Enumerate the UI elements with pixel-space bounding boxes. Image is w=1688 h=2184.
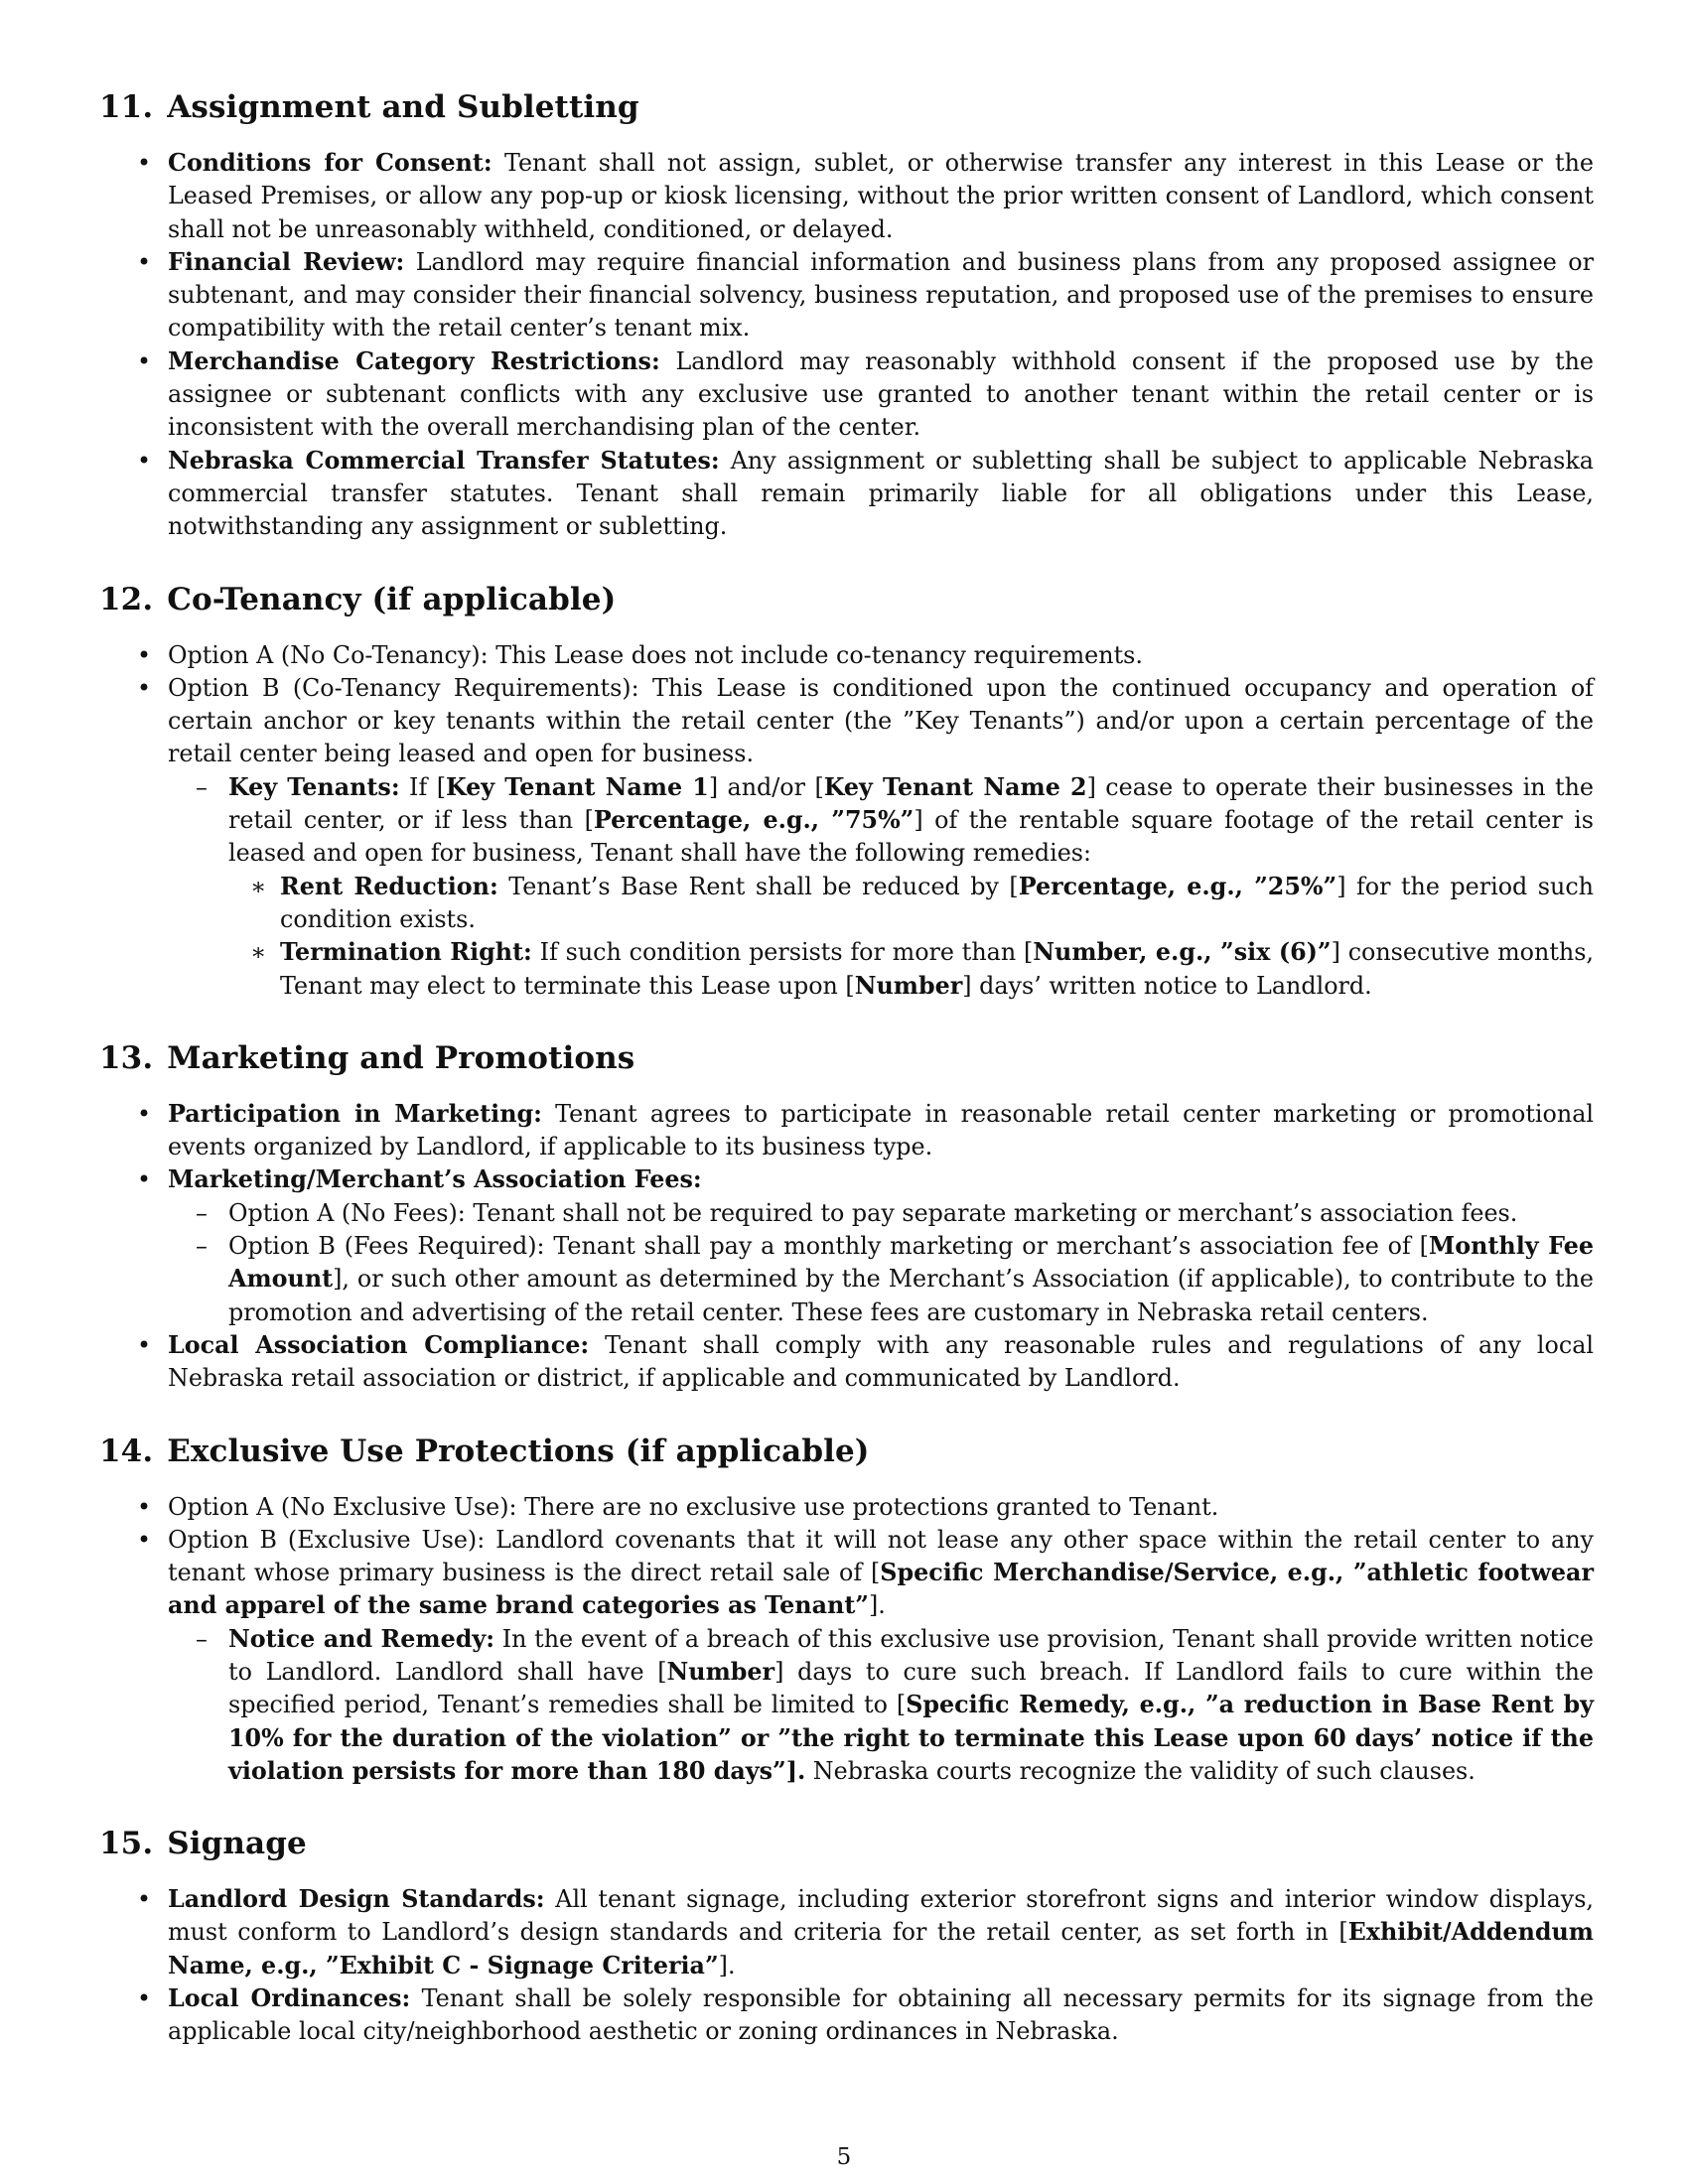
page-number: 5 bbox=[836, 2144, 852, 2170]
placeholder: Percentage, e.g., ”75%” bbox=[593, 806, 914, 835]
item-text: Tenant shall comply with any reasonable rules and regulations of any local Nebraska retail association or district, if applicable and communicated by Landlord. bbox=[168, 1330, 1594, 1393]
placeholder: Number bbox=[666, 1657, 775, 1686]
sub-list-item bbox=[168, 1197, 1594, 1230]
list-item bbox=[99, 672, 1594, 1003]
placeholder: Exhibit/Addendum Name, e.g., ”Exhibit C - Signage Criteria” bbox=[168, 1918, 1594, 1979]
sub-list bbox=[168, 1197, 1594, 1329]
section-marketing-promotions bbox=[99, 1038, 1594, 1396]
section-heading bbox=[99, 1432, 1594, 1471]
item-text: Tenant’s Base Rent shall be reduced by [ bbox=[497, 872, 1019, 900]
item-label: Key Tenants: bbox=[228, 772, 400, 801]
sub-list-item bbox=[168, 771, 1594, 1003]
item-text: Option A (No Fees): Tenant shall not be required to pay separate marketing or merchant’s association fees. bbox=[228, 1198, 1518, 1227]
item-text: Nebraska courts recognize the validity of such clauses. bbox=[805, 1756, 1476, 1785]
item-text: Landlord may require financial information and business plans from any proposed assignee or subtenant, and may consider their financial solvency, business reputation, and proposed use of the premises to ensure compatibility with the retail center’s tenant mix. bbox=[168, 247, 1594, 342]
sub-list-item bbox=[168, 1623, 1594, 1788]
item-text: ]. bbox=[718, 1951, 736, 1979]
placeholder: Specific Remedy, e.g., ”a reduction in Base Rent by 10% for the duration of the violation” or ”the right to terminate this Lease upon 60 days’ notice if the violation persists for more than 180 days”]. bbox=[228, 1691, 1594, 1785]
item-text: Option A (No Exclusive Use): There are no exclusive use protections granted to Tenant. bbox=[168, 1492, 1219, 1521]
sub-list-item bbox=[168, 1230, 1594, 1329]
section-number: 15. bbox=[99, 1826, 154, 1862]
item-text: Tenant shall not assign, sublet, or otherwise transfer any interest in this Lease or the Leased Premises, or allow any pop-up or kiosk licensing, without the prior written consent of Landlord, which consent shall not be unreasonably withheld, conditioned, or delayed. bbox=[168, 149, 1594, 243]
section-co-tenancy bbox=[99, 580, 1594, 1003]
placeholder: Key Tenant Name 2 bbox=[823, 772, 1087, 801]
item-text: ]. bbox=[869, 1591, 886, 1620]
item-text: In the event of a breach of this exclusive use provision, Tenant shall provide written notice to Landlord. Landlord shall have [ bbox=[228, 1624, 1594, 1686]
bullet-list bbox=[99, 147, 1594, 544]
list-item bbox=[99, 147, 1594, 246]
item-text: ] of the rentable square footage of the retail center is leased and open for business, Tenant shall have the following remedies: bbox=[228, 806, 1595, 868]
list-item bbox=[99, 639, 1594, 672]
item-text: ] days to cure such breach. If Landlord fails to cure within the specified period, Tenant’s remedies shall be limited to [ bbox=[228, 1657, 1594, 1719]
item-text: Any assignment or subletting shall be subject to applicable Nebraska commercial transfer statutes. Tenant shall remain primarily liable for all obligations under this Lease, notwithstanding any assignment or subletting. bbox=[168, 446, 1594, 541]
list-item bbox=[99, 1982, 1594, 2049]
placeholder: Number, e.g., ”six (6)” bbox=[1033, 938, 1332, 967]
list-item bbox=[99, 445, 1594, 544]
placeholder: Number bbox=[854, 971, 963, 1000]
placeholder: Monthly Fee Amount bbox=[228, 1232, 1594, 1294]
list-item bbox=[99, 345, 1594, 445]
item-text: ] cease to operate their businesses in the retail center, or if less than [ bbox=[228, 772, 1594, 835]
section-number: 11. bbox=[99, 89, 154, 125]
item-text: ] and/or [ bbox=[708, 772, 824, 801]
item-text: Option A (No Co-Tenancy): This Lease does not include co-tenancy requirements. bbox=[168, 640, 1143, 669]
placeholder: Specific Merchandise/Service, e.g., ”athletic footwear and apparel of the same brand categories as Tenant” bbox=[168, 1559, 1594, 1620]
item-label: Financial Review: bbox=[168, 247, 405, 276]
section-heading bbox=[99, 580, 1594, 619]
list-item bbox=[99, 1883, 1594, 1982]
section-title: Assignment and Subletting bbox=[167, 89, 639, 125]
item-text: Option B (Exclusive Use): Landlord covenants that it will not lease any other space within the retail center to any tenant whose primary business is the direct retail sale of [ bbox=[168, 1525, 1594, 1587]
item-label: Conditions for Consent: bbox=[168, 149, 492, 177]
section-heading bbox=[99, 87, 1594, 127]
item-text: Landlord may reasonably withhold consent if the proposed use by the assignee or subtenant conflicts with any exclusive use granted to another tenant within the retail center or is inconsistent with the overall merchandising plan of the center. bbox=[168, 346, 1594, 442]
bullet-list bbox=[99, 1883, 1594, 2048]
item-label: Merchandise Category Restrictions: bbox=[168, 346, 660, 375]
bullet-list bbox=[99, 639, 1594, 1003]
section-signage bbox=[99, 1824, 1594, 2048]
item-label: Local Ordinances: bbox=[168, 1984, 411, 2013]
bullet-list bbox=[99, 1098, 1594, 1396]
section-number: 13. bbox=[99, 1039, 154, 1076]
section-number: 14. bbox=[99, 1433, 154, 1469]
item-label: Landlord Design Standards: bbox=[168, 1885, 545, 1914]
list-item bbox=[99, 1098, 1594, 1164]
section-number: 12. bbox=[99, 581, 154, 617]
placeholder: Key Tenant Name 1 bbox=[446, 772, 709, 801]
section-title: Signage bbox=[167, 1826, 307, 1862]
sub-sub-list bbox=[228, 871, 1594, 1003]
section-title: Exclusive Use Protections (if applicable) bbox=[167, 1433, 870, 1469]
list-item bbox=[99, 1491, 1594, 1524]
item-text: Option B (Co-Tenancy Requirements): This Lease is conditioned upon the continued occupancy and operation of certain anchor or key tenants within the retail center (the ”Key Tenants”) and/or upon a certain percentage of the retail center being leased and open for business. bbox=[168, 673, 1594, 768]
item-text: Tenant agrees to participate in reasonable retail center marketing or promotional events organized by Landlord, if applicable to its business type. bbox=[168, 1099, 1594, 1161]
item-text: ] days’ written notice to Landlord. bbox=[962, 971, 1372, 1000]
item-text: Option B (Fees Required): Tenant shall pay a monthly marketing or merchant’s association fee of [ bbox=[228, 1232, 1429, 1261]
item-text: ], or such other amount as determined by the Merchant’s Association (if applicable), to contribute to the promotion and advertising of the retail center. These fees are customary in Nebraska retail centers. bbox=[228, 1265, 1594, 1326]
list-item bbox=[99, 1524, 1594, 1788]
section-heading bbox=[99, 1824, 1594, 1863]
item-text: ] for the period such condition exists. bbox=[280, 872, 1594, 933]
item-label: Rent Reduction: bbox=[280, 872, 498, 900]
item-label: Participation in Marketing: bbox=[168, 1099, 542, 1128]
item-label: Termination Right: bbox=[280, 938, 532, 967]
list-item bbox=[99, 246, 1594, 345]
item-text: Tenant shall be solely responsible for obtaining all necessary permits for its signage from the applicable local city/neighborhood aesthetic or zoning ordinances in Nebraska. bbox=[168, 1984, 1594, 2046]
sub-sub-list-item bbox=[228, 936, 1594, 1003]
item-label: Local Association Compliance: bbox=[168, 1330, 590, 1359]
placeholder: Percentage, e.g., ”25%” bbox=[1018, 872, 1337, 900]
section-title: Co-Tenancy (if applicable) bbox=[167, 581, 617, 617]
section-assignment-subletting bbox=[99, 87, 1594, 544]
item-text: All tenant signage, including exterior storefront signs and interior window displays, must conform to Landlord’s design standards and criteria for the retail center, as set forth in [ bbox=[168, 1885, 1594, 1947]
document-page bbox=[99, 87, 1594, 2085]
item-label: Marketing/Merchant’s Association Fees: bbox=[168, 1165, 702, 1194]
item-label: Nebraska Commercial Transfer Statutes: bbox=[168, 446, 720, 475]
list-item bbox=[99, 1329, 1594, 1396]
item-text: If such condition persists for more than [ bbox=[531, 938, 1034, 967]
section-heading bbox=[99, 1038, 1594, 1078]
item-label: Notice and Remedy: bbox=[228, 1624, 495, 1653]
sub-list bbox=[168, 1623, 1594, 1788]
item-text: If [ bbox=[399, 772, 446, 801]
bullet-list bbox=[99, 1491, 1594, 1789]
section-title: Marketing and Promotions bbox=[167, 1039, 635, 1076]
item-text: ] consecutive months, Tenant may elect to terminate this Lease upon [ bbox=[280, 938, 1595, 1000]
section-exclusive-use bbox=[99, 1432, 1594, 1789]
sub-sub-list-item bbox=[228, 871, 1594, 937]
sub-list bbox=[168, 771, 1594, 1003]
list-item bbox=[99, 1163, 1594, 1328]
